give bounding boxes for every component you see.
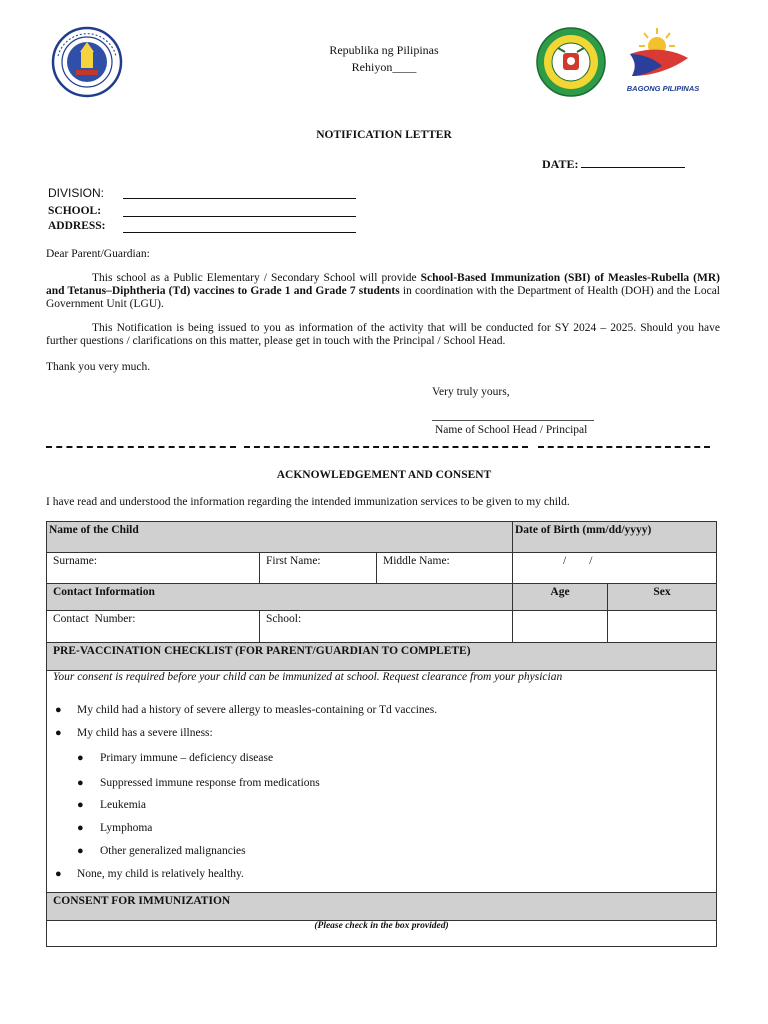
checklist-subitem-lymphoma[interactable]: Lymphoma	[100, 822, 153, 834]
header-republika: Republika ng Pilipinas	[329, 43, 439, 57]
header-rehiyon: Rehiyon____	[351, 60, 417, 74]
school-field	[48, 205, 101, 217]
date-field	[542, 156, 685, 172]
age-header: Age	[513, 584, 608, 611]
bullet-icon: ●	[55, 704, 62, 716]
bullet-icon: ●	[77, 799, 84, 811]
doh-seal-logo	[533, 26, 609, 98]
checklist-subitem-leukemia[interactable]: Leukemia	[100, 799, 146, 811]
paragraph-2: This Notification is being issued to you as information of the activity that will be conducted for SY 2024 – 2025. Should you have further questions / clarifications on this matter, please get in touch with the Principal / School Head.	[46, 322, 720, 347]
bullet-icon: ●	[55, 727, 62, 739]
cut-line-right	[538, 446, 710, 448]
checklist-subitem-other-malignancies[interactable]: Other generalized malignancies	[100, 845, 246, 857]
name-of-child-header: Name of the Child	[47, 522, 513, 553]
ack-title: ACKNOWLEDGEMENT AND CONSENT	[276, 469, 492, 481]
dob-separators: / /	[563, 555, 593, 567]
dob-cell[interactable]	[513, 553, 717, 584]
contact-number-label: Contact Number:	[53, 613, 136, 625]
address-blank[interactable]	[123, 220, 356, 233]
bagong-pilipinas-label: BAGONG PILIPINAS	[626, 84, 700, 93]
paragraph-1-text-a: This school as a Public Elementary / Secondary School will provide	[92, 272, 421, 284]
school-blank[interactable]	[123, 204, 356, 217]
bullet-icon: ●	[77, 845, 84, 857]
checklist-header: PRE-VACCINATION CHECKLIST (FOR PARENT/GUARDIAN TO COMPLETE)	[47, 643, 717, 671]
cut-line-left	[46, 446, 236, 448]
division-label: DIVISION:	[48, 186, 105, 200]
checklist-item-allergy[interactable]: My child had a history of severe allergy to measles-containing or Td vaccines.	[77, 704, 438, 716]
contact-info-header: Contact Information	[47, 584, 513, 611]
checklist-body	[47, 671, 717, 893]
division-blank[interactable]	[123, 186, 356, 199]
consent-form-table	[46, 521, 717, 947]
school-cell-label: School:	[266, 613, 302, 625]
consent-note: Your consent is required before your child can be immunized at school. Request clearance from your physician	[53, 671, 563, 683]
dob-header: Date of Birth (mm/dd/yyyy)	[513, 522, 717, 553]
salutation: Dear Parent/Guardian:	[46, 248, 150, 260]
school-cell[interactable]	[260, 611, 513, 643]
paragraph-1	[46, 272, 720, 311]
checklist-item-severe-illness[interactable]: My child has a severe illness:	[77, 727, 213, 739]
surname-cell[interactable]	[47, 553, 260, 584]
deped-seal-logo	[48, 26, 126, 98]
first-name-cell[interactable]	[260, 553, 377, 584]
letter-title: NOTIFICATION LETTER	[316, 129, 452, 141]
paragraph-1-bold: School-Based Immunization (SBI) of Measles-Rubella (MR) and Tetanus–Diphtheria (Td) vaccines to Grade 1 and Grade 7 students	[46, 272, 720, 297]
address-field	[48, 220, 106, 232]
checklist-subitem-primary-immune[interactable]: Primary immune – deficiency disease	[100, 752, 274, 764]
surname-label: Surname:	[53, 555, 98, 567]
checklist-item-healthy[interactable]: None, my child is relatively healthy.	[77, 868, 244, 880]
thank-you: Thank you very much.	[46, 361, 151, 373]
bullet-icon: ●	[77, 752, 84, 764]
bullet-icon: ●	[55, 868, 62, 880]
bagong-pilipinas-logo	[622, 24, 704, 96]
middle-name-cell[interactable]	[377, 553, 513, 584]
division-field	[48, 186, 104, 200]
contact-number-cell[interactable]	[47, 611, 260, 643]
ack-intro: I have read and understood the information regarding the intended immunization services to be given to my child.	[46, 496, 570, 508]
address-label: ADDRESS:	[48, 220, 106, 232]
signature-line[interactable]	[432, 420, 594, 421]
signatory-name: Name of School Head / Principal	[435, 424, 588, 436]
middle-name-label: Middle Name:	[383, 555, 450, 567]
date-blank[interactable]	[581, 156, 685, 168]
sex-cell[interactable]	[608, 611, 717, 643]
closing: Very truly yours,	[432, 386, 510, 398]
bullet-icon: ●	[77, 822, 84, 834]
bullet-icon: ●	[77, 777, 84, 789]
date-label: DATE:	[542, 157, 582, 171]
paragraph-1-text-b: in coordination with the Department of Health (DOH) and the Local Government Unit (LGU).	[46, 285, 721, 310]
consent-instruction: (Please check in the box provided)	[47, 921, 717, 947]
school-label: SCHOOL:	[48, 205, 102, 217]
age-cell[interactable]	[513, 611, 608, 643]
consent-header: CONSENT FOR IMMUNIZATION	[47, 893, 717, 921]
checklist-subitem-suppressed-immune[interactable]: Suppressed immune response from medications	[100, 777, 320, 789]
first-name-label: First Name:	[266, 555, 321, 567]
cut-line-middle	[244, 446, 528, 448]
sex-header: Sex	[608, 584, 717, 611]
